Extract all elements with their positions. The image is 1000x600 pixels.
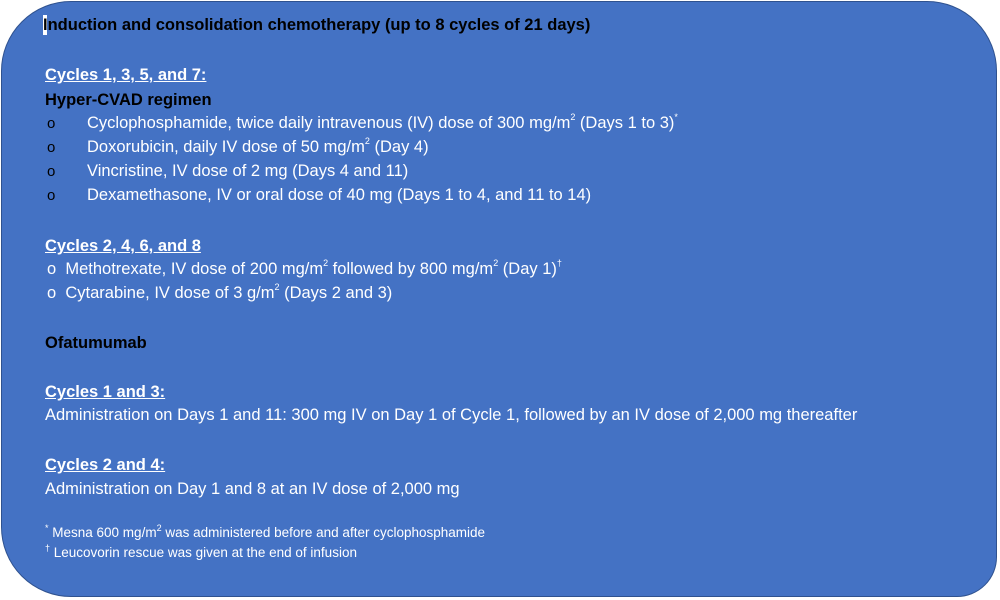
ofatumumab-heading: Ofatumumab — [45, 334, 147, 352]
bullet-icon: o — [47, 139, 56, 156]
section-heading-cycles-odd: Cycles 1, 3, 5, and 7: — [45, 66, 207, 84]
bullet-icon: o — [47, 260, 57, 278]
regimen-subheading: Hyper-CVAD regimen — [45, 91, 212, 109]
section-heading-cycles-even: Cycles 2, 4, 6, and 8 — [45, 237, 201, 255]
bullet-icon: o — [47, 284, 57, 302]
list-item: o Cytarabine, IV dose of 3 $g/m^2$ (Days 2 and 3) — [47, 282, 393, 302]
bullet-icon: o — [47, 187, 56, 204]
section-text-cycles-1-3: Administration on Days 1 and 11: 300 mg IV on Day 1 of Cycle 1, followed by an IV dose of 2,000 mg thereafter — [45, 406, 858, 424]
section-heading-cycles-2-4: Cycles 2 and 4: — [45, 456, 166, 474]
section-text-cycles-2-4: Administration on Day 1 and 8 at an IV dose of 2,000 mg — [45, 480, 460, 498]
bullet-icon: o — [47, 163, 56, 180]
document-title: Induction and consolidation chemotherapy (up to 8 cycles of 21 days) — [43, 16, 591, 34]
footnote: † Leucovorin rescue was given at the end of infusion — [45, 543, 357, 560]
section-heading-cycles-1-3: Cycles 1 and 3: — [45, 383, 166, 401]
bullet-icon: o — [47, 115, 56, 132]
list-item: o Methotrexate, IV dose of 200 $mg/m^2$ followed by 800 $mg/m^2$ (Day 1)† — [47, 258, 562, 278]
footnote: * Mesna 600 $mg/m^2$ was administered before and after cyclophosphamide — [45, 523, 486, 540]
regimen-panel: Induction and consolidation chemotherapy (up to 8 cycles of 21 days) Cycles 1, 3, 5, and 7: Hyper-CVAD regimen o Cyclophosphamide, twice daily intravenous (IV) dose of 300 $mg/m^2$ (Days 1 to 3)* o Doxorubicin, daily IV dose of 50 $mg/m^2$ (Day 4) o Vincristine, IV dose of 2 mg (Days 4 and 11) o Dexamethasone, IV or oral dose of 40 mg (Days 1 to 4, and 11 to 14) Cycles 2, 4, 6, and 8 o Methotrexate, IV dose of 200 $mg/m^2$ followed by 800 $mg/m^2$ (Day 1)† o Cytarabine, IV dose of 3 $g/m^2$ (Days 2 and 3) Ofatumumab Cycles 1 and 3: Administration on Days 1 and 11: 300 mg IV on Day 1 of Cycle 1, followed by an IV dose of 2,000 mg thereafter Cycles 2 and 4: Administration on Day 1 and 8 at an IV dose of 2,000 mg * Mesna 600 $mg/m^2$ was administered before and after cyclophosphamide † Leucovorin rescue was given at the end of infusion — [1, 1, 997, 597]
